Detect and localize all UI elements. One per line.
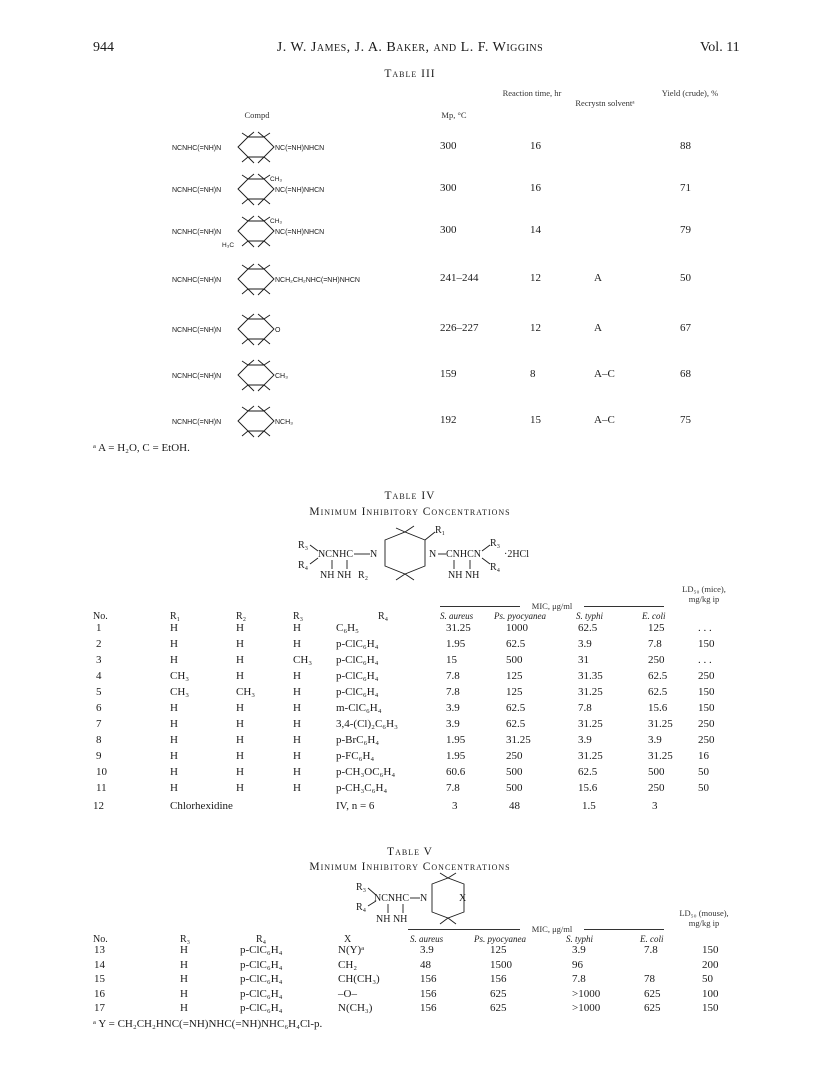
t4-row-st: 3.9 (578, 638, 592, 650)
t5-row-no: 17 (94, 1002, 105, 1014)
t4-mic-rule-left (440, 606, 520, 607)
t5-row-st: >1000 (572, 1002, 601, 1014)
t5-row-st: 96 (572, 958, 583, 971)
t4-row-r2: H (236, 670, 244, 682)
t4-row-r1: CH₃ (170, 686, 190, 698)
t5-row-r3: H (180, 987, 188, 1000)
t4-row-ps: 62.5 (506, 638, 526, 650)
t5-row-ec: 625 (644, 1002, 661, 1014)
table3-row-time: 16 (530, 140, 541, 152)
t4-row-ec: 125 (648, 622, 665, 634)
t5-row-sa: 156 (420, 1002, 437, 1014)
structure-left-group: NCNHC(=NH)N (172, 277, 222, 284)
t4-row12-ec: 3 (652, 800, 658, 812)
t4-row12-name: Chlorhexidine (170, 800, 233, 812)
table3-row-structure (172, 214, 412, 250)
t4-row-ps: 500 (506, 654, 523, 666)
table5-header-mic: MIC, μg/ml (531, 924, 573, 934)
t4-struct-r3: R₃ (298, 540, 309, 551)
table3-row-structure (172, 358, 412, 394)
t4-row-r1: H (170, 654, 178, 666)
t4-row-no: 9 (96, 750, 102, 762)
structure-right-group: NC(=NH)NHCN (275, 145, 325, 152)
structure-right-group: O (275, 327, 281, 334)
table3-row-yield: 75 (680, 414, 691, 426)
table4-header-mic: MIC, μg/ml (531, 601, 573, 611)
t4-row-sa: 7.8 (446, 670, 460, 682)
table5-header-r3: R₃ (180, 934, 191, 945)
t5-row-r3: H (180, 973, 188, 985)
t4-row-r3: H (293, 766, 301, 778)
table4-structure-diagram (290, 520, 530, 594)
t4-row-r1: H (170, 638, 178, 650)
t4-row-ld: 150 (698, 686, 715, 698)
t5-row-st: 3.9 (572, 944, 586, 956)
t4-struct-right-chain: CNHCN (446, 549, 482, 560)
table4-header-r2: R₂ (236, 611, 247, 622)
t5-row-x: N(Y)ᵃ (338, 944, 365, 956)
t5-row-x: CH₂ (338, 958, 358, 971)
t4-struct-r1: R₁ (435, 525, 446, 536)
t4-row-r2: H (236, 622, 244, 634)
structure-left-group: NCNHC(=NH)N (172, 187, 222, 194)
t4-row-sa: 1.95 (446, 734, 466, 746)
t4-row-ps: 500 (506, 766, 523, 778)
t4-row-ld: . . . (698, 654, 712, 666)
t5-row-r3: H (180, 1002, 188, 1014)
structure-substituent-2: H₃C (222, 242, 235, 249)
t4-struct-r4b: R₄ (490, 562, 501, 573)
table3-row-yield: 71 (680, 182, 691, 194)
t4-struct-r4: R₄ (298, 560, 309, 571)
t5-row-r4: p-ClC₆H₄ (240, 944, 283, 956)
t4-row-st: 31.35 (578, 670, 603, 682)
t4-row12-sa: 3 (452, 800, 458, 812)
t4-row-st: 15.6 (578, 782, 598, 794)
table4-header-st: S. typhi (576, 611, 603, 621)
t4-row-r3: H (293, 718, 301, 730)
t4-row-no: 6 (96, 702, 102, 714)
t5-row-r4: p-ClC₆H₄ (240, 958, 283, 971)
t5-row-ld: 150 (702, 944, 719, 956)
t4-row-ec: 31.25 (648, 750, 673, 762)
table4-header-ld: LD₅₀ (mice), mg/kg ip (682, 584, 726, 604)
t5-row-x: –O– (338, 987, 357, 1000)
t4-row-r2: H (236, 782, 244, 794)
t5-row-ps: 125 (490, 944, 507, 956)
t4-row-r4: p-ClC₆H₄ (336, 654, 379, 666)
t4-struct-r3b: R₃ (490, 538, 501, 549)
t4-row-r4: C₆H₅ (336, 622, 359, 634)
t5-row-sa: 48 (420, 958, 431, 971)
structure-right-group: CH₃ (275, 373, 288, 380)
t4-row-r1: CH₃ (170, 670, 190, 682)
table3-row-time: 12 (530, 272, 541, 284)
t4-row-ld: 250 (698, 734, 715, 746)
table3-row-solvent: A–C (594, 414, 615, 426)
t4-row-st: 62.5 (578, 622, 598, 634)
t5-row-r3: H (180, 944, 188, 956)
structure-right-group: NCH₂CH₂NHC(=NH)NHCN (275, 277, 360, 284)
table3-row-mp: 226–227 (440, 322, 479, 334)
table4-subtitle: Minimum Inhibitory Concentrations (309, 506, 511, 518)
t4-row-ps: 500 (506, 782, 523, 794)
t4-row-st: 7.8 (578, 702, 592, 714)
table3-row-yield: 67 (680, 322, 691, 334)
t4-row-r1: H (170, 702, 178, 714)
table5-header-sa: S. aureus (410, 934, 444, 944)
structure-substituent: CH₃ (270, 176, 283, 183)
table3-row-time: 15 (530, 414, 541, 426)
t4-row-ec: 250 (648, 782, 665, 794)
table3-row-time: 14 (530, 224, 541, 236)
table5-header-ld: LD₅₀ (mouse), mg/kg ip (679, 908, 729, 928)
t4-row-st: 3.9 (578, 734, 592, 746)
t4-row-ec: 15.6 (648, 702, 668, 714)
t4-row-sa: 15 (446, 654, 457, 666)
table3-row-structure (172, 404, 412, 440)
table3-row-yield: 88 (680, 140, 691, 152)
t5-row-ld: 200 (702, 958, 719, 971)
t4-row-r1: H (170, 734, 178, 746)
t4-row-ec: 7.8 (648, 638, 662, 650)
t4-row-r3: H (293, 622, 301, 634)
table5-header-ec: E. coli (640, 934, 664, 944)
t4-struct-salt: ·2HCl (504, 549, 529, 560)
structure-left-group: NCNHC(=NH)N (172, 145, 222, 152)
t4-row12-r4: IV, n = 6 (336, 800, 375, 812)
table4-header-r1: R₁ (170, 611, 181, 622)
table3-row-mp: 300 (440, 182, 457, 194)
table5-header-x: X (344, 934, 352, 945)
t4-row12-st: 1.5 (582, 800, 596, 812)
t5-row-no: 15 (94, 973, 105, 985)
t4-row-r3: H (293, 638, 301, 650)
volume-label: Vol. 11 (700, 40, 740, 55)
table5-header-st: S. typhi (566, 934, 593, 944)
table4-header-r3: R₃ (293, 611, 304, 622)
t4-row-r3: H (293, 750, 301, 762)
table3-header-reaction: Reaction time, hr (502, 88, 562, 98)
t5-row-ec: 7.8 (644, 944, 658, 956)
table3-header-mp: Mp, °C (441, 110, 467, 120)
t4-row-ec: 3.9 (648, 734, 662, 746)
t4-row-sa: 3.9 (446, 718, 460, 730)
t4-row-st: 31.25 (578, 718, 603, 730)
t4-row-sa: 7.8 (446, 686, 460, 698)
t4-row-r3: H (293, 702, 301, 714)
t4-row-ps: 31.25 (506, 734, 531, 746)
table3-row-mp: 300 (440, 140, 457, 152)
t4-struct-left-chain: NCNHC (318, 549, 354, 560)
t4-row-r3: H (293, 686, 301, 698)
table3-row-structure (172, 130, 412, 166)
t4-row-sa: 7.8 (446, 782, 460, 794)
table3-row-mp: 241–244 (440, 272, 479, 284)
table3-header-compd: Compd (244, 110, 270, 120)
t5-row-ld: 150 (702, 1002, 719, 1014)
t4-row-r2: H (236, 766, 244, 778)
t4-row-no: 1 (96, 622, 102, 634)
t4-row-ps: 62.5 (506, 718, 526, 730)
t4-row-no: 5 (96, 686, 102, 698)
table3-row-structure (172, 172, 412, 208)
t4-row-no: 10 (96, 766, 107, 778)
structure-left-group: NCNHC(=NH)N (172, 419, 222, 426)
t5-mic-rule-left (408, 929, 520, 930)
t5-row-sa: 3.9 (420, 944, 434, 956)
t4-row-ps: 1000 (506, 622, 528, 634)
t5-row-r3: H (180, 958, 188, 971)
t4-row12-no: 12 (93, 800, 104, 812)
t4-row-ld: 250 (698, 718, 715, 730)
t5-row-x: CH(CH₃) (338, 973, 380, 985)
t5-row-no: 13 (94, 944, 105, 956)
t4-row-no: 11 (96, 782, 107, 794)
table3-caption: Table III (384, 68, 436, 80)
t4-row-ec: 250 (648, 654, 665, 666)
t4-row-st: 31.25 (578, 686, 603, 698)
t4-row-r4: p-ClC₆H₄ (336, 670, 379, 682)
t4-row-ld: 50 (698, 766, 709, 778)
t5-row-no: 16 (94, 987, 105, 1000)
t5-struct-x: X (459, 893, 467, 904)
t4-struct-n1: N (370, 549, 378, 560)
table3-header-yield: Yield (crude), % (661, 88, 719, 98)
t5-row-st: >1000 (572, 987, 601, 1000)
table5-header-ps: Ps. pyocyanea (474, 934, 526, 944)
t5-struct-r3: R₃ (356, 882, 367, 893)
table4-header-r4: R₄ (378, 611, 389, 622)
t4-row-no: 8 (96, 734, 102, 746)
t5-row-r4: p-ClC₆H₄ (240, 973, 283, 985)
t5-row-ec: 625 (644, 987, 661, 1000)
t4-row-st: 62.5 (578, 766, 598, 778)
t4-row-ec: 500 (648, 766, 665, 778)
t4-row-ps: 125 (506, 686, 523, 698)
t4-struct-nh-right: NH NH (448, 570, 480, 581)
t4-row-sa: 1.95 (446, 750, 466, 762)
t5-row-r4: p-ClC₆H₄ (240, 987, 283, 1000)
t5-row-no: 14 (94, 958, 105, 971)
t5-row-ld: 50 (702, 973, 713, 985)
t4-row-r4: p-BrC₆H₄ (336, 734, 380, 746)
t4-row-r1: H (170, 622, 178, 634)
t5-row-r4: p-ClC₆H₄ (240, 1002, 283, 1014)
t4-row-r1: H (170, 766, 178, 778)
table4-header-ec: E. coli (642, 611, 666, 621)
t5-row-ps: 625 (490, 1002, 507, 1014)
t5-row-ps: 625 (490, 987, 507, 1000)
t4-row-ps: 250 (506, 750, 523, 762)
t4-row12-ps: 48 (509, 800, 520, 812)
t5-struct-chain: NCNHC (374, 893, 410, 904)
t4-row-no: 2 (96, 638, 102, 650)
t4-row-r4: m-ClC₆H₄ (336, 702, 382, 714)
table3-row-structure (172, 262, 412, 298)
table5-footnote: ᵃ Y = CH₂CH₂HNC(=NH)NHC(=NH)NHC₆H₄Cl-p. (93, 1018, 323, 1030)
t4-row-r1: H (170, 718, 178, 730)
t4-row-r1: H (170, 750, 178, 762)
running-header (0, 40, 820, 60)
structure-left-group: NCNHC(=NH)N (172, 229, 222, 236)
t5-struct-nh: NH NH (376, 914, 408, 925)
t4-row-r2: H (236, 718, 244, 730)
table5-structure-diagram (348, 870, 478, 932)
t4-row-r2: H (236, 702, 244, 714)
t4-row-st: 31.25 (578, 750, 603, 762)
t4-row-ld: 150 (698, 638, 715, 650)
table3-row-time: 12 (530, 322, 541, 334)
t5-row-ec: 78 (644, 973, 655, 985)
table4-header-sa: S. aureus (440, 611, 474, 621)
t4-row-ec: 31.25 (648, 718, 673, 730)
t4-row-sa: 3.9 (446, 702, 460, 714)
structure-left-group: NCNHC(=NH)N (172, 373, 222, 380)
t4-struct-n2: N (429, 549, 437, 560)
table4-header-no: No. (93, 611, 108, 622)
t4-row-no: 7 (96, 718, 102, 730)
t5-row-sa: 156 (420, 973, 437, 985)
t5-row-ps: 156 (490, 973, 507, 985)
structure-substituent: CH₃ (270, 218, 283, 225)
table3-row-time: 8 (530, 368, 536, 380)
t5-row-sa: 156 (420, 987, 437, 1000)
t4-row-r2: H (236, 654, 244, 666)
table3-footnote: ᵃ A = H₂O, C = EtOH. (93, 442, 190, 454)
table5-caption: Table V (387, 846, 433, 858)
t4-row-ec: 62.5 (648, 686, 668, 698)
table4-caption: Table IV (384, 490, 436, 502)
t5-mic-rule-right (584, 929, 664, 930)
structure-right-group: NC(=NH)NHCN (275, 229, 325, 236)
structure-right-group: NC(=NH)NHCN (275, 187, 325, 194)
table3-row-solvent: A (594, 272, 602, 284)
t4-row-r4: p-ClC₆H₄ (336, 638, 379, 650)
t4-row-r3: H (293, 734, 301, 746)
table3-row-yield: 68 (680, 368, 691, 380)
t4-row-ld: . . . (698, 622, 712, 634)
page-number: 944 (93, 40, 114, 55)
t4-row-r4: p-ClC₆H₄ (336, 686, 379, 698)
table3-row-time: 16 (530, 182, 541, 194)
t4-row-no: 4 (96, 670, 102, 682)
t4-row-r4: p-CH₃C₆H₄ (336, 782, 388, 794)
t4-row-ps: 62.5 (506, 702, 526, 714)
t5-row-st: 7.8 (572, 973, 586, 985)
table3-header-recryst: Recrystn solventᵃ (575, 98, 635, 108)
t5-row-ps: 1500 (490, 958, 512, 971)
table3-row-yield: 79 (680, 224, 691, 236)
t4-row-r4: p-FC₆H₄ (336, 750, 375, 762)
structure-left-group: NCNHC(=NH)N (172, 327, 222, 334)
t4-row-ld: 16 (698, 750, 709, 762)
t4-row-r3: H (293, 782, 301, 794)
t5-struct-r4: R₄ (356, 902, 367, 913)
table5-subtitle: Minimum Inhibitory Concentrations (309, 861, 511, 873)
table3-row-solvent: A–C (594, 368, 615, 380)
table5-header-r4: R₄ (256, 934, 267, 945)
t4-row-r4: p-CH₃OC₆H₄ (336, 766, 396, 778)
t4-row-r2: H (236, 750, 244, 762)
t4-row-ld: 150 (698, 702, 715, 714)
t4-row-r3: CH₃ (293, 654, 313, 666)
t4-mic-rule-right (584, 606, 664, 607)
t4-row-ld: 250 (698, 670, 715, 682)
t4-row-sa: 1.95 (446, 638, 466, 650)
table3-row-yield: 50 (680, 272, 691, 284)
t4-row-r3: H (293, 670, 301, 682)
t4-row-r1: H (170, 782, 178, 794)
table3-row-mp: 159 (440, 368, 457, 380)
t4-row-sa: 60.6 (446, 766, 466, 778)
t4-struct-r2: R₂ (358, 570, 369, 581)
t4-row-r2: H (236, 734, 244, 746)
t4-row-r4: 3,4-(Cl)₂C₆H₃ (336, 718, 398, 730)
t5-row-ld: 100 (702, 987, 719, 1000)
t4-row-r2: CH₃ (236, 686, 256, 698)
t4-row-st: 31 (578, 654, 589, 666)
table4-header-ps: Ps. pyocyanea (494, 611, 546, 621)
t4-row-ps: 125 (506, 670, 523, 682)
t4-row-sa: 31.25 (446, 622, 471, 634)
t4-row-ld: 50 (698, 782, 709, 794)
t5-row-x: N(CH₃) (338, 1002, 373, 1014)
t5-struct-n: N (420, 893, 428, 904)
table3-row-solvent: A (594, 322, 602, 334)
table3-row-mp: 300 (440, 224, 457, 236)
table5-header-no: No. (93, 934, 108, 945)
table3-row-structure (172, 312, 412, 348)
t4-struct-nh-left: NH NH (320, 570, 352, 581)
t4-row-r2: H (236, 638, 244, 650)
table3-row-mp: 192 (440, 414, 457, 426)
t4-row-no: 3 (96, 654, 102, 666)
t4-row-ec: 62.5 (648, 670, 668, 682)
structure-right-group: NCH₃ (275, 419, 294, 426)
running-authors: J. W. James, J. A. Baker, and L. F. Wiggins (276, 40, 544, 55)
